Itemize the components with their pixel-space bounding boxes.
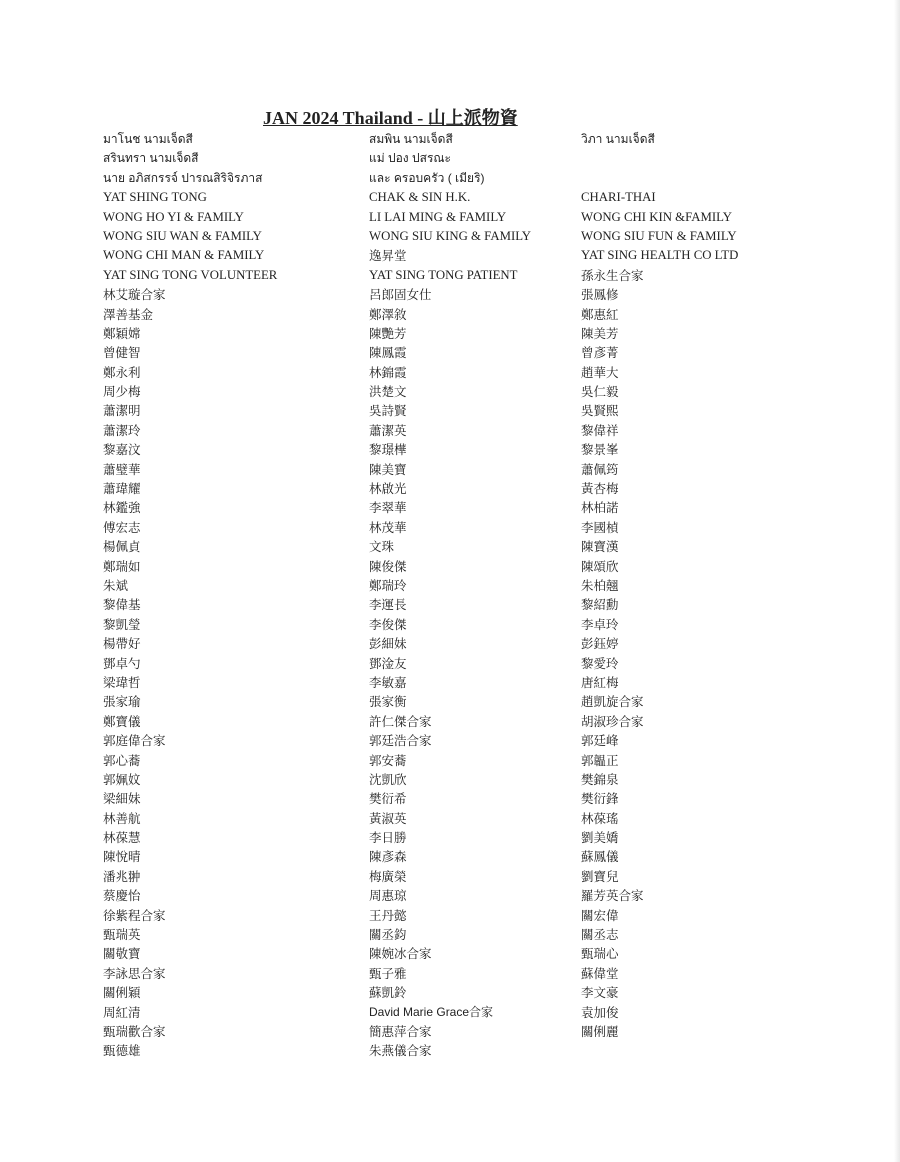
- name-entry: 李翠華: [369, 500, 407, 516]
- name-entry: 朱柏翹: [581, 577, 619, 593]
- name-entry: 黎紹勳: [581, 597, 619, 613]
- name-entry: WONG SIU FUN & FAMILY: [581, 228, 737, 243]
- name-entry: 鄭惠紅: [581, 306, 619, 322]
- name-entry: 呂郎固女仕: [369, 287, 432, 303]
- name-entry: 樊錦泉: [581, 771, 619, 787]
- name-entry: 林茂華: [369, 519, 407, 535]
- name-entry: David Marie Grace合家: [369, 1004, 494, 1019]
- name-entry: 郭韞正: [581, 752, 619, 768]
- name-entry: 楊帶好: [103, 636, 141, 652]
- name-entry: 朱斌: [103, 577, 129, 593]
- name-entry: 吳賢熙: [581, 403, 619, 419]
- name-entry: CHAK & SIN H.K.: [369, 190, 471, 205]
- name-entry: 郭安蕎: [369, 752, 407, 768]
- name-entry: 樊衍希: [369, 791, 407, 807]
- name-entry: 林葆慧: [103, 830, 141, 846]
- name-entry: CHARI-THAI: [581, 190, 656, 205]
- name-entry: 梁瑋哲: [103, 674, 141, 690]
- name-entry: สมพิน นามเจ็ดสี: [369, 132, 453, 146]
- name-entry: 鄭永利: [103, 364, 141, 380]
- name-entry: 趙華大: [581, 364, 619, 380]
- name-entry: 黎景峯: [581, 442, 619, 458]
- name-entry: 鄧淦友: [369, 655, 407, 671]
- name-entry: 李敏嘉: [369, 674, 407, 690]
- name-entry: 陳彥森: [369, 849, 407, 865]
- name-entry: 林錦霞: [369, 364, 407, 380]
- name-entry: 陳美芳: [581, 325, 619, 341]
- name-entry: 周少梅: [103, 384, 141, 400]
- name-entry: 林柏諾: [581, 500, 619, 516]
- name-entry: 袁加俊: [581, 1004, 619, 1020]
- name-entry: 蕭潔明: [103, 403, 141, 419]
- name-entry: 陳寶漢: [581, 539, 619, 555]
- name-entry: 李運長: [369, 597, 407, 613]
- name-entry: 簡惠萍合家: [369, 1023, 432, 1039]
- name-entry: 甄瑞心: [581, 946, 619, 962]
- name-entry: วิภา นามเจ็ดสี: [581, 132, 655, 146]
- name-entry: 林艾璇合家: [103, 287, 166, 303]
- name-entry: WONG SIU WAN & FAMILY: [103, 228, 262, 243]
- name-entry: 陳悅晴: [103, 849, 141, 865]
- name-entry: 劉美嬌: [581, 830, 619, 846]
- name-entry: 黎愛玲: [581, 655, 619, 671]
- name-entry: และ ครอบครัว ( เมียริ): [369, 170, 485, 185]
- name-entry: 陳美寶: [369, 461, 407, 477]
- name-entry: 徐紫程合家: [103, 907, 166, 923]
- name-entry: WONG CHI KIN &FAMILY: [581, 209, 732, 224]
- name-entry: 彭鈺婷: [581, 636, 619, 652]
- name-entry: 吳仁毅: [581, 384, 619, 400]
- name-entry: 李日勝: [369, 830, 407, 846]
- page-edge-shadow: [894, 0, 900, 1162]
- name-entry: 周惠琼: [369, 888, 407, 904]
- name-entry: 王丹懿: [369, 907, 407, 923]
- name-entry: [581, 1041, 791, 1060]
- name-entry: 郭廷浩合家: [369, 733, 432, 749]
- name-entry: 關敬寶: [103, 946, 141, 962]
- name-entry: 唐紅梅: [581, 674, 619, 690]
- name-entry: 李國楨: [581, 519, 619, 535]
- name-entry: 周紅清: [103, 1004, 141, 1020]
- name-entry: YAT SING TONG PATIENT: [369, 267, 518, 282]
- name-entry: 郭廷峰: [581, 733, 619, 749]
- name-entry: YAT SING HEALTH CO LTD: [581, 248, 739, 263]
- name-column-1: [103, 130, 358, 1061]
- name-entry: 陳鳳霞: [369, 345, 407, 361]
- name-entry: 郭心蕎: [103, 752, 141, 768]
- name-entry: 蘇偉堂: [581, 965, 619, 981]
- name-entry: 鄭瑞如: [103, 558, 141, 574]
- name-entry: 樊衍鋒: [581, 791, 619, 807]
- name-entry: 黃杏梅: [581, 481, 619, 497]
- name-entry: 黃淑英: [369, 810, 407, 826]
- name-entry: นาย อภิสกรรจ์ ปารณสิริจิรภาส: [103, 170, 263, 185]
- name-entry: 甄瑞歡合家: [103, 1023, 166, 1039]
- name-entry: 蘇鳳儀: [581, 849, 619, 865]
- name-entry: 李文豪: [581, 985, 619, 1001]
- name-entry: มาโนช นามเจ็ดสี: [103, 132, 193, 146]
- name-entry: 林啟光: [369, 481, 407, 497]
- name-entry: 羅芳英合家: [581, 888, 644, 904]
- name-entry: [581, 149, 791, 168]
- name-entry: 蘇凱鈴: [369, 985, 407, 1001]
- name-column-2: [369, 130, 574, 1061]
- name-entry: 蕭璧華: [103, 461, 141, 477]
- name-entry: YAT SING TONG VOLUNTEER: [103, 267, 278, 282]
- name-entry: 曾彥菁: [581, 345, 619, 361]
- name-entry: 張家衡: [369, 694, 407, 710]
- name-entry: แม่ ปอง ปสรณะ: [369, 151, 451, 166]
- name-entry: 沈凱欣: [369, 771, 407, 787]
- name-entry: 李俊傑: [369, 616, 407, 632]
- name-entry: WONG SIU KING & FAMILY: [369, 228, 531, 243]
- name-entry: 傅宏志: [103, 519, 141, 535]
- name-entry: 胡淑珍合家: [581, 713, 644, 729]
- name-entry: 郭庭偉合家: [103, 733, 166, 749]
- name-entry: 陳頌欣: [581, 558, 619, 574]
- name-entry: 林葆瑤: [581, 810, 619, 826]
- name-entry: 朱燕儀合家: [369, 1043, 432, 1059]
- name-entry: 關俐麗: [581, 1023, 619, 1039]
- name-entry: 蔡慶怡: [103, 888, 141, 904]
- name-entry: 梁細妹: [103, 791, 141, 807]
- name-entry: 蕭佩筠: [581, 461, 619, 477]
- name-entry: 關丞志: [581, 927, 619, 943]
- name-entry: 蕭瑋耀: [103, 481, 141, 497]
- name-entry: 澤善基金: [103, 306, 154, 322]
- name-entry: 張鳳修: [581, 287, 619, 303]
- name-entry: 楊佩貞: [103, 539, 141, 555]
- name-entry: YAT SHING TONG: [103, 190, 207, 205]
- name-entry: 鄭穎嫦: [103, 325, 141, 341]
- name-entry: 甄子雅: [369, 965, 407, 981]
- name-entry: 鄭寶儀: [103, 713, 141, 729]
- name-entry: 梅廣榮: [369, 868, 407, 884]
- name-entry: 李卓玲: [581, 616, 619, 632]
- name-entry: 關宏偉: [581, 907, 619, 923]
- name-entry: 甄瑞英: [103, 927, 141, 943]
- name-entry: 鄭瑞玲: [369, 577, 407, 593]
- name-entry: 蕭潔玲: [103, 422, 141, 438]
- name-entry: 許仁傑合家: [369, 713, 432, 729]
- name-entry: 關丞鈞: [369, 927, 407, 943]
- name-entry: 陳俊傑: [369, 558, 407, 574]
- name-entry: [581, 169, 791, 188]
- name-entry: 吳詩賢: [369, 403, 407, 419]
- document-title: JAN 2024 Thailand - 山上派物資: [263, 108, 518, 128]
- name-entry: 甄德雄: [103, 1043, 141, 1059]
- name-entry: 文珠: [369, 539, 395, 555]
- name-entry: 郭姵妏: [103, 771, 141, 787]
- name-entry: 林鑑強: [103, 500, 141, 516]
- name-entry: 黎凱瑩: [103, 616, 141, 632]
- name-entry: 黎嘉汶: [103, 442, 141, 458]
- name-entry: LI LAI MING & FAMILY: [369, 209, 507, 224]
- name-entry: 黎偉祥: [581, 422, 619, 438]
- name-entry: 黎偉基: [103, 597, 141, 613]
- name-entry: 關俐穎: [103, 985, 141, 1001]
- name-entry: 張家瑜: [103, 694, 141, 710]
- name-entry: 陳婉冰合家: [369, 946, 432, 962]
- name-entry: สรินทรา นามเจ็ดสี: [103, 151, 199, 166]
- name-entry: 洪楚文: [369, 384, 407, 400]
- name-entry: 劉寶兒: [581, 868, 619, 884]
- name-entry: 逸昇堂: [369, 248, 407, 264]
- name-entry: 黎璟樺: [369, 442, 407, 458]
- name-entry: 李詠思合家: [103, 965, 166, 981]
- name-entry: 鄧卓勺: [103, 655, 141, 671]
- name-entry: 林善航: [103, 810, 141, 826]
- name-entry: 陳艷芳: [369, 325, 407, 341]
- name-entry: 蕭潔英: [369, 422, 407, 438]
- name-entry: WONG CHI MAN & FAMILY: [103, 248, 265, 263]
- name-entry: 曾健智: [103, 345, 141, 361]
- name-entry: 趙凱旋合家: [581, 694, 644, 710]
- name-entry: 潘兆翀: [103, 868, 141, 884]
- name-column-3: [581, 130, 791, 1061]
- name-entry: 彭細妹: [369, 636, 407, 652]
- name-entry: 鄭澤敘: [369, 306, 407, 322]
- name-entry: WONG HO YI & FAMILY: [103, 209, 244, 224]
- name-entry: 孫永生合家: [581, 267, 644, 283]
